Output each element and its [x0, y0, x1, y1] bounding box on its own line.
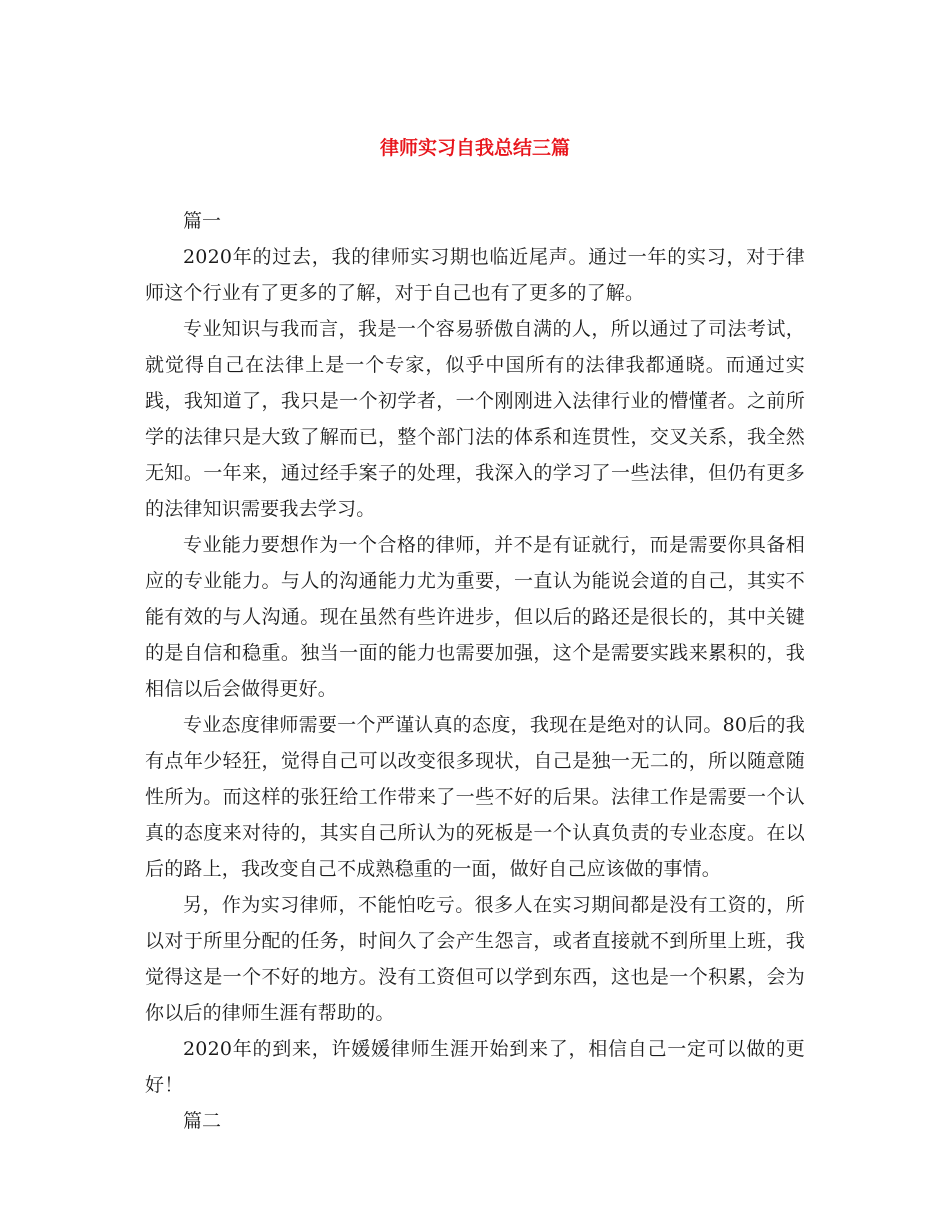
- paragraph: 2020年的过去，我的律师实习期也临近尾声。通过一年的实习，对于律师这个行业有了更多的了解，对于自己也有了更多的了解。: [145, 246, 805, 304]
- paragraph: 专业能力要想作为一个合格的律师，并不是有证就行，而是需要你具备相应的专业能力。与人的沟通能力尤为重要，一直认为能说会道的自己，其实不能有效的与人沟通。现在虽然有些许进步，但以后的路还是很长的，其中关键的是自信和稳重。独当一面的能力也需要加强，这个是需要实践来累积的，我相信以后会做得更好。: [145, 534, 805, 700]
- document-title: 律师实习自我总结三篇: [379, 137, 570, 159]
- paragraph: 专业知识与我而言，我是一个容易骄傲自满的人，所以通过了司法考试，就觉得自己在法律上是一个专家，似乎中国所有的法律我都通晓。而通过实践，我知道了，我只是一个初学者，一个刚刚进入法律行业的懵懂者。之前所学的法律只是大致了解而已，整个部门法的体系和连贯性，交叉关系，我全然无知。一年来，通过经手案子的处理，我深入的学习了一些法律，但仍有更多的法律知识需要我去学习。: [145, 318, 805, 520]
- paragraph: 专业态度律师需要一个严谨认真的态度，我现在是绝对的认同。80后的我有点年少轻狂，觉得自己可以改变很多现状，自己是独一无二的，所以随意随性所为。而这样的张狂给工作带来了一些不好的后果。法律工作是需要一个认真的态度来对待的，其实自己所认为的死板是一个认真负责的专业态度。在以后的路上，我改变自己不成熟稳重的一面，做好自己应该做的事情。: [145, 714, 805, 880]
- section-heading: 篇二: [183, 1110, 222, 1132]
- section-heading: 篇一: [183, 210, 222, 232]
- document-body: [145, 203, 805, 1139]
- paragraph: 另，作为实习律师，不能怕吃亏。很多人在实习期间都是没有工资的，所以对于所里分配的任务，时间久了会产生怨言，或者直接就不到所里上班，我觉得这是一个不好的地方。没有工资但可以学到东西，这也是一个积累，会为你以后的律师生涯有帮助的。: [145, 894, 805, 1024]
- paragraph: 2020年的到来，许媛媛律师生涯开始到来了，相信自己一定可以做的更好！: [145, 1038, 805, 1096]
